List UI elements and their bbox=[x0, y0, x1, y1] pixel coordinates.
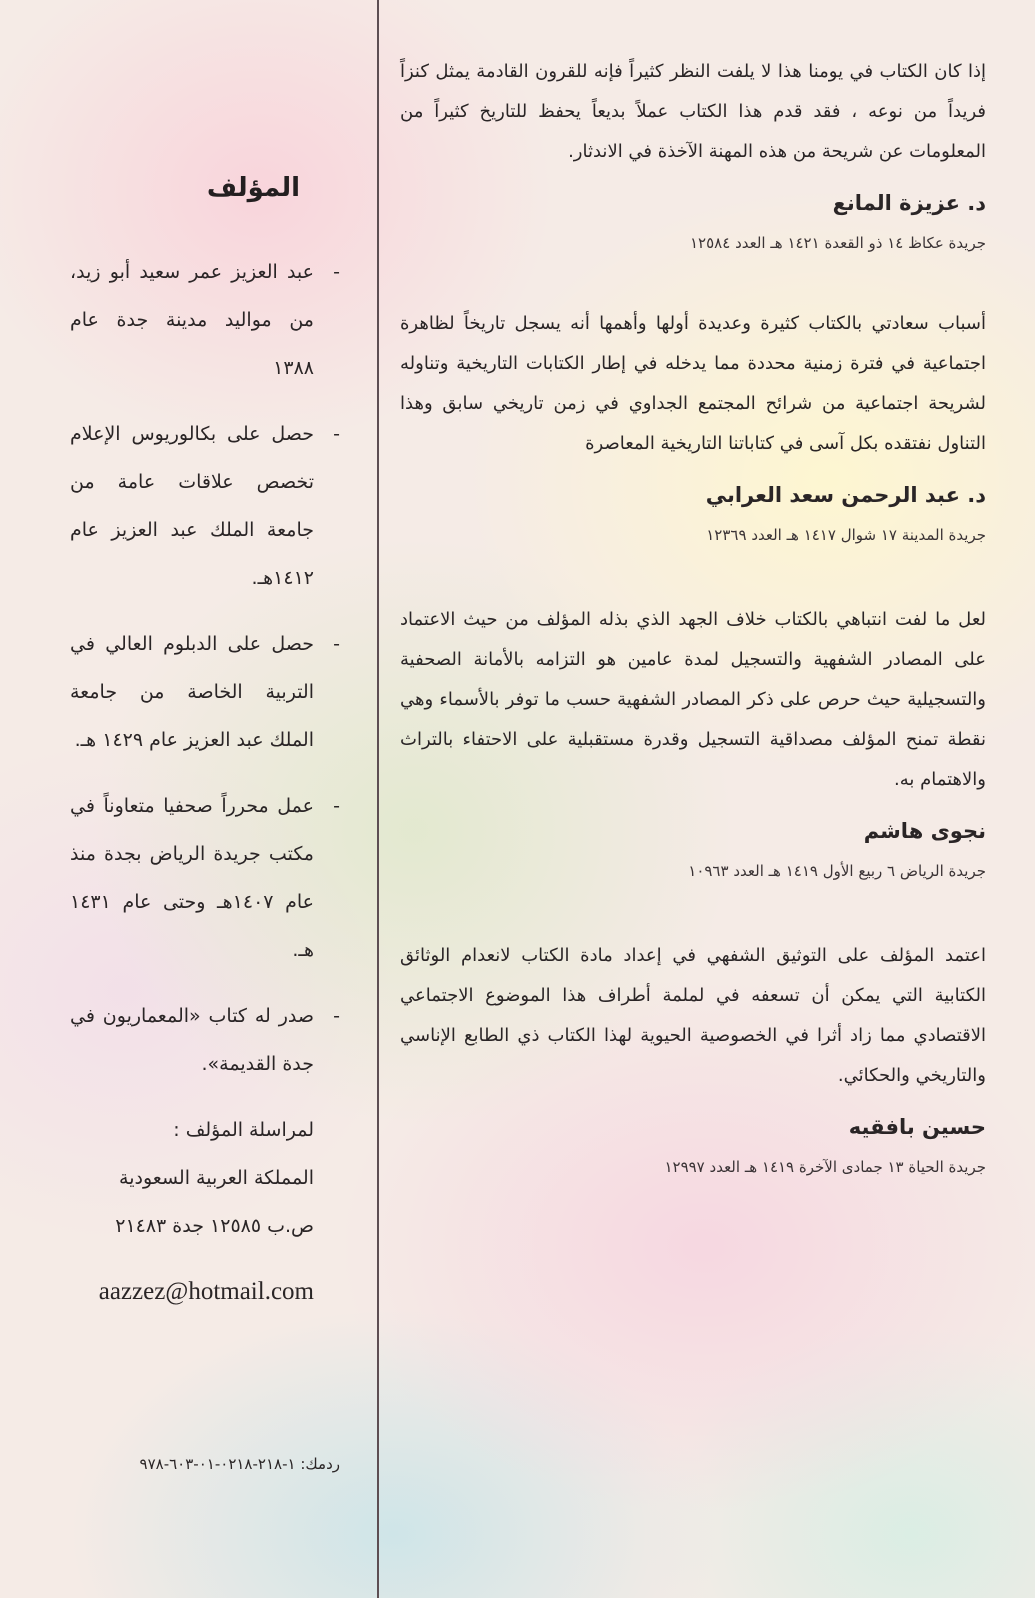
dash-marker: - bbox=[333, 261, 340, 283]
review-4 bbox=[400, 936, 986, 1180]
bio-item bbox=[70, 782, 340, 974]
review-source: جريدة عكاظ ١٤ ذو القعدة ١٤٢١ هـ العدد ١٢٥٨٤ bbox=[690, 234, 986, 252]
column-divider bbox=[377, 0, 379, 1598]
dash-marker: - bbox=[333, 795, 340, 817]
review-author: د. عبد الرحمن سعد العرابي bbox=[705, 483, 986, 507]
author-heading: المؤلف bbox=[206, 173, 300, 203]
isbn: ردمك: ١-٢١٨-٠٢١٨-٠١-٦٠٣-٩٧٨ bbox=[139, 1455, 340, 1473]
bio-text: صدر له كتاب «المعماريون في جدة القديمة». bbox=[70, 1005, 314, 1075]
review-text: لعل ما لفت انتباهي بالكتاب خلاف الجهد الذي بذله المؤلف من حيث الاعتماد على المصادر الشفهية والتسجيل لمدة عامين هو التزامه بالأمانة الصحفية والتسجيلية حيث حرص على ذكر المصادر الشفهية حسب ما توفر بالأسماء وهي نقطة تمنح المؤلف مصداقية التسجيل وقدرة مستقبلية على الاحتفاء بالتراث والاهتمام به. bbox=[400, 609, 986, 790]
bio-item bbox=[70, 620, 340, 764]
review-source: جريدة الحياة ١٣ جمادى الآخرة ١٤١٩ هـ العدد ١٢٩٩٧ bbox=[664, 1158, 986, 1176]
author-bio-list bbox=[70, 248, 340, 1088]
review-author: حسين بافقيه bbox=[848, 1115, 986, 1139]
bio-text: حصل على بكالوريوس الإعلام تخصص علاقات عامة من جامعة الملك عبد العزيز عام ١٤١٢هـ. bbox=[70, 423, 314, 589]
contact-po-box: ص.ب ١٢٥٨٥ جدة ٢١٤٨٣ bbox=[115, 1215, 314, 1237]
bio-text: عبد العزيز عمر سعيد أبو زيد، من مواليد مدينة جدة عام ١٣٨٨ bbox=[70, 261, 314, 379]
review-source: جريدة المدينة ١٧ شوال ١٤١٧ هـ العدد ١٢٣٦٩ bbox=[706, 526, 986, 544]
review-text: أسباب سعادتي بالكتاب كثيرة وعديدة أولها وأهمها أنه يسجل تاريخاً لظاهرة اجتماعية في فترة زمنية محددة مما يدخله في إطار الكتابات التاريخية وتناوله لشريحة اجتماعية من شرائح المجتمع الجداوي في زمن تاريخي سابق وهذا التناول نفتقده بكل آسى في كتاباتنا التاريخية المعاصرة bbox=[400, 313, 986, 454]
bio-item bbox=[70, 410, 340, 602]
contact-country: المملكة العربية السعودية bbox=[119, 1167, 314, 1189]
dash-marker: - bbox=[333, 633, 340, 655]
bio-item bbox=[70, 248, 340, 392]
review-author: د. عزيزة المانع bbox=[832, 191, 986, 215]
author-sidebar bbox=[70, 168, 340, 1312]
dash-marker: - bbox=[333, 423, 340, 445]
review-3 bbox=[400, 600, 986, 884]
review-1 bbox=[400, 52, 986, 256]
bio-text: حصل على الدبلوم العالي في التربية الخاصة من جامعة الملك عبد العزيز عام ١٤٢٩ هـ. bbox=[70, 633, 314, 751]
bio-item bbox=[70, 992, 340, 1088]
review-author: نجوى هاشم bbox=[863, 819, 986, 843]
dash-marker: - bbox=[333, 1005, 340, 1027]
review-source: جريدة الرياض ٦ ربيع الأول ١٤١٩ هـ العدد ١٠٩٦٣ bbox=[688, 862, 986, 880]
review-text: إذا كان الكتاب في يومنا هذا لا يلفت النظر كثيراً فإنه للقرون القادمة يمثل كنزاً فريداً من نوعه ، فقد قدم هذا الكتاب عملاً بديعاً يحفظ للتاريخ كثيراً من المعلومات عن شريحة من هذه المهنة الآخذة في الاندثار. bbox=[400, 61, 986, 162]
review-text: اعتمد المؤلف على التوثيق الشفهي في إعداد مادة الكتاب لانعدام الوثائق الكتابية التي يمكن أن تسعفه في لملمة أطراف هذا الموضوع الاجتماعي الاقتصادي مما زاد أثرا في الخصوصية الحيوية لهذا الكتاب ذي الطابع الإناسي والتاريخي والحكائي. bbox=[400, 945, 986, 1086]
contact-block bbox=[70, 1106, 340, 1250]
reviews-column bbox=[400, 52, 986, 1232]
review-2 bbox=[400, 304, 986, 548]
contact-label: لمراسلة المؤلف : bbox=[173, 1119, 314, 1141]
author-email: aazzez@hotmail.com bbox=[98, 1278, 314, 1305]
bio-text: عمل محرراً صحفيا متعاوناً في مكتب جريدة الرياض بجدة منذ عام ١٤٠٧هـ وحتى عام ١٤٣١ هـ. bbox=[70, 795, 314, 961]
